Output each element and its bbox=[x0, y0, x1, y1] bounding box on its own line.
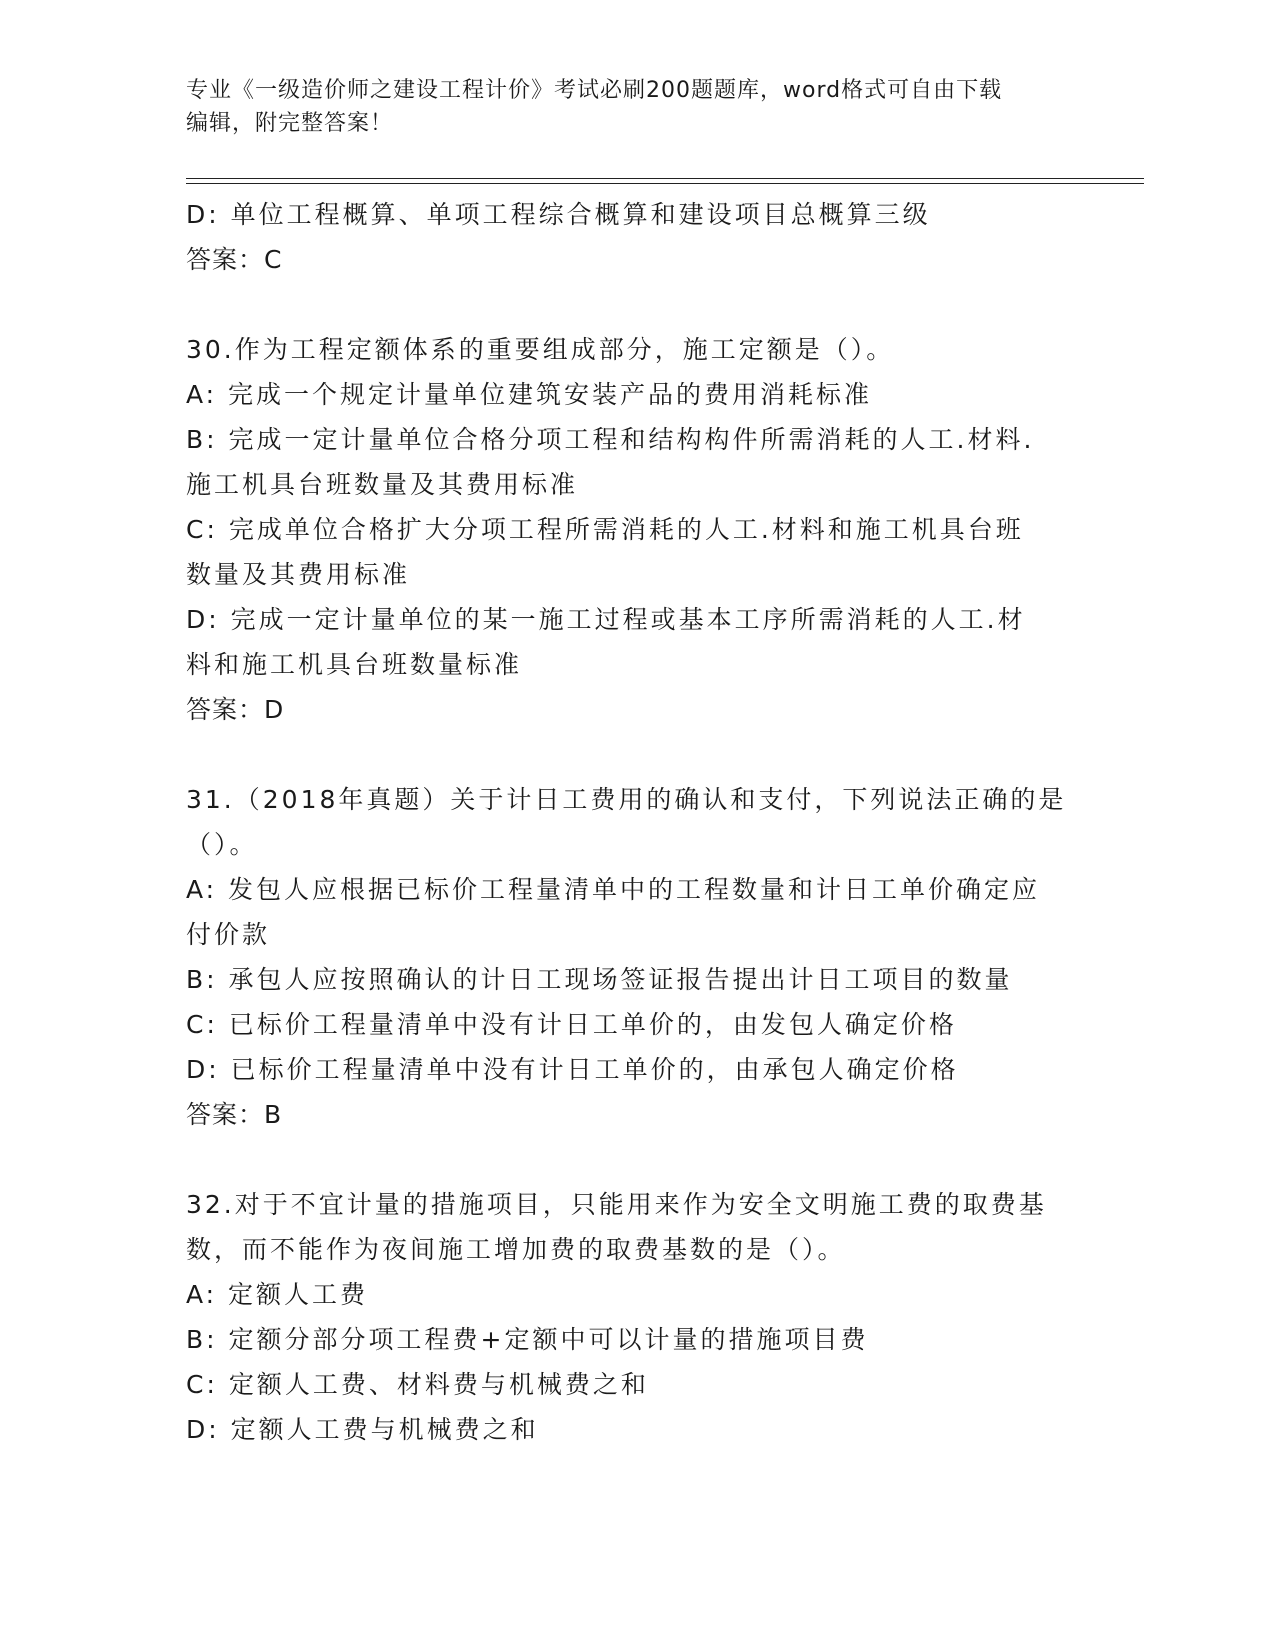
option-c-continued: 数量及其费用标准 bbox=[186, 560, 411, 589]
option-d: D: 单位工程概算、单项工程综合概算和建设项目总概算三级 bbox=[186, 200, 931, 229]
question-stem: 32.对于不宜计量的措施项目，只能用来作为安全文明施工费的取费基 bbox=[186, 1190, 1047, 1219]
header-divider-top bbox=[186, 178, 1144, 179]
answer-line: 答案：C bbox=[186, 245, 283, 274]
document-header bbox=[186, 74, 1086, 140]
option-c: C: 定额人工费、材料费与机械费之和 bbox=[186, 1370, 649, 1399]
header-line-2: 编辑，附完整答案！ bbox=[186, 111, 394, 136]
option-b-continued: 施工机具台班数量及其费用标准 bbox=[186, 470, 579, 499]
header-divider-bottom bbox=[186, 183, 1144, 184]
option-a: A: 发包人应根据已标价工程量清单中的工程数量和计日工单价确定应 bbox=[186, 875, 1041, 904]
option-c: C: 已标价工程量清单中没有计日工单价的，由发包人确定价格 bbox=[186, 1010, 957, 1039]
option-d: D: 完成一定计量单位的某一施工过程或基本工序所需消耗的人工.材 bbox=[186, 605, 1026, 634]
question-stem: 31.（2018年真题）关于计日工费用的确认和支付，下列说法正确的是 bbox=[186, 785, 1067, 814]
question-30 bbox=[186, 327, 1086, 732]
answer-line: 答案：B bbox=[186, 1100, 283, 1129]
header-line-1: 专业《一级造价师之建设工程计价》考试必刷200题题库，word格式可自由下载 bbox=[186, 78, 1003, 103]
option-b: B: 定额分部分项工程费+定额中可以计量的措施项目费 bbox=[186, 1325, 869, 1354]
question-stem-continued: 数，而不能作为夜间施工增加费的取费基数的是（）。 bbox=[186, 1235, 846, 1264]
option-d: D: 已标价工程量清单中没有计日工单价的，由承包人确定价格 bbox=[186, 1055, 959, 1084]
option-d-continued: 料和施工机具台班数量标准 bbox=[186, 650, 523, 679]
option-c: C: 完成单位合格扩大分项工程所需消耗的人工.材料和施工机具台班 bbox=[186, 515, 1024, 544]
question-31 bbox=[186, 777, 1086, 1137]
option-a: A: 完成一个规定计量单位建筑安装产品的费用消耗标准 bbox=[186, 380, 873, 409]
option-a-continued: 付价款 bbox=[186, 920, 271, 949]
option-b: B: 承包人应按照确认的计日工现场签证报告提出计日工项目的数量 bbox=[186, 965, 1013, 994]
question-stem-continued: （）。 bbox=[186, 830, 258, 859]
previous-question-tail bbox=[186, 192, 1086, 282]
option-d: D: 定额人工费与机械费之和 bbox=[186, 1415, 539, 1444]
question-content bbox=[186, 192, 1086, 1452]
option-b: B: 完成一定计量单位合格分项工程和结构构件所需消耗的人工.材料. bbox=[186, 425, 1035, 454]
question-stem: 30.作为工程定额体系的重要组成部分，施工定额是（）。 bbox=[186, 335, 895, 364]
question-32 bbox=[186, 1182, 1086, 1452]
answer-line: 答案：D bbox=[186, 695, 285, 724]
option-a: A: 定额人工费 bbox=[186, 1280, 369, 1309]
